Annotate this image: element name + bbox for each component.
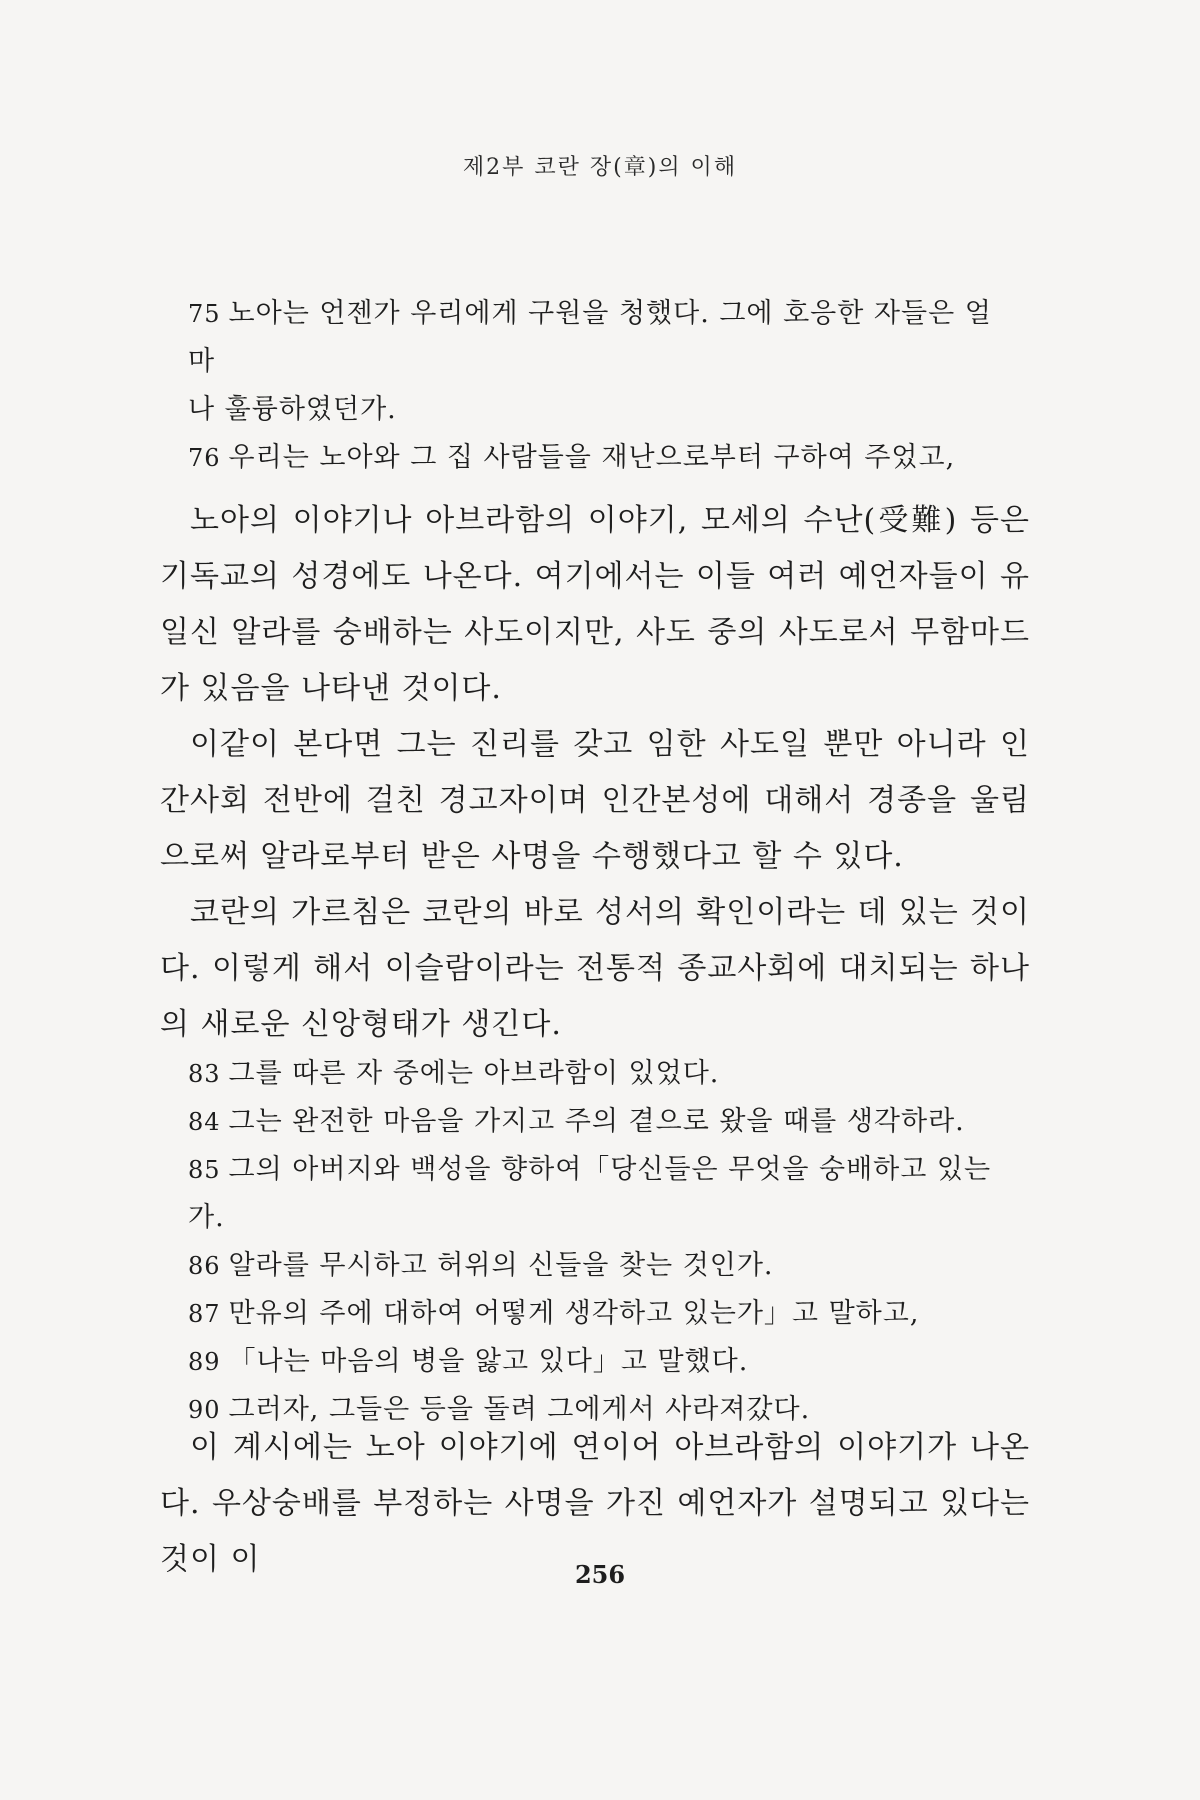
commentary-1 xyxy=(160,493,1030,1053)
verse-86 xyxy=(188,1242,1008,1290)
paragraph: 이같이 본다면 그는 진리를 갖고 임한 사도일 뿐만 아니라 인간사회 전반에 걸친 경고자이며 인간본성에 대해서 경종을 울림으로써 알라로부터 받은 사명을 수행했다고 할 수 있다. xyxy=(160,727,1030,874)
verse-text: 노아는 언젠가 우리에게 구원을 청했다. 그에 호응한 자들은 얼마 xyxy=(188,298,992,377)
verse-number: 76 xyxy=(188,444,221,472)
verse-87 xyxy=(188,1290,1008,1338)
verse-text: 그의 아버지와 백성을 향하여「당신들은 무엇을 숭배하고 있는가. xyxy=(188,1154,992,1233)
verse-89 xyxy=(188,1338,1008,1386)
verse-text: 알라를 무시하고 허위의 신들을 찾는 것인가. xyxy=(228,1250,774,1281)
verse-number: 90 xyxy=(188,1396,221,1424)
verse-number: 86 xyxy=(188,1252,221,1280)
verse-number: 87 xyxy=(188,1300,221,1328)
verse-number: 83 xyxy=(188,1060,221,1088)
verse-number: 89 xyxy=(188,1348,221,1376)
verse-text: 「나는 마음의 병을 앓고 있다」고 말했다. xyxy=(228,1346,749,1377)
paragraph: 코란의 가르침은 코란의 바로 성서의 확인이라는 데 있는 것이다. 이렇게 해서 이슬람이라는 전통적 종교사회에 대치되는 하나의 새로운 신앙형태가 생긴다. xyxy=(160,895,1030,1042)
verse-text: 그는 완전한 마음을 가지고 주의 곁으로 왔을 때를 생각하라. xyxy=(228,1106,965,1137)
verse-text: 우리는 노아와 그 집 사람들을 재난으로부터 구하여 주었고, xyxy=(228,442,956,473)
verse-83 xyxy=(188,1050,1008,1098)
verse-number: 84 xyxy=(188,1108,221,1136)
verse-block-2 xyxy=(188,1050,1008,1434)
verse-75 xyxy=(188,290,1008,434)
verse-text: 그를 따른 자 중에는 아브라함이 있었다. xyxy=(228,1058,720,1089)
verse-85 xyxy=(188,1146,1008,1242)
running-head: 제2부 코란 장(章)의 이해 xyxy=(462,155,738,180)
verse-continuation: 나 훌륭하였던가. xyxy=(188,394,397,425)
verse-text: 만유의 주에 대하여 어떻게 생각하고 있는가」고 말하고, xyxy=(228,1298,920,1329)
paragraph: 노아의 이야기나 아브라함의 이야기, 모세의 수난(受難) 등은 기독교의 성경에도 나온다. 여기에서는 이들 여러 예언자들이 유일신 알라를 숭배하는 사도이지만, 사도 중의 사도로서 무함마드가 있음을 나타낸 것이다. xyxy=(160,503,1030,706)
verse-block-1 xyxy=(188,290,1008,482)
verse-76 xyxy=(188,434,1008,482)
verse-text: 그러자, 그들은 등을 돌려 그에게서 사라져갔다. xyxy=(228,1394,811,1425)
paragraph: 이 계시에는 노아 이야기에 연이어 아브라함의 이야기가 나온다. 우상숭배를 부정하는 사명을 가진 예언자가 설명되고 있다는 것이 이 xyxy=(160,1430,1030,1577)
verse-number: 75 xyxy=(188,300,221,328)
verse-number: 85 xyxy=(188,1156,221,1184)
page-number: 256 xyxy=(574,1560,626,1589)
verse-84 xyxy=(188,1098,1008,1146)
